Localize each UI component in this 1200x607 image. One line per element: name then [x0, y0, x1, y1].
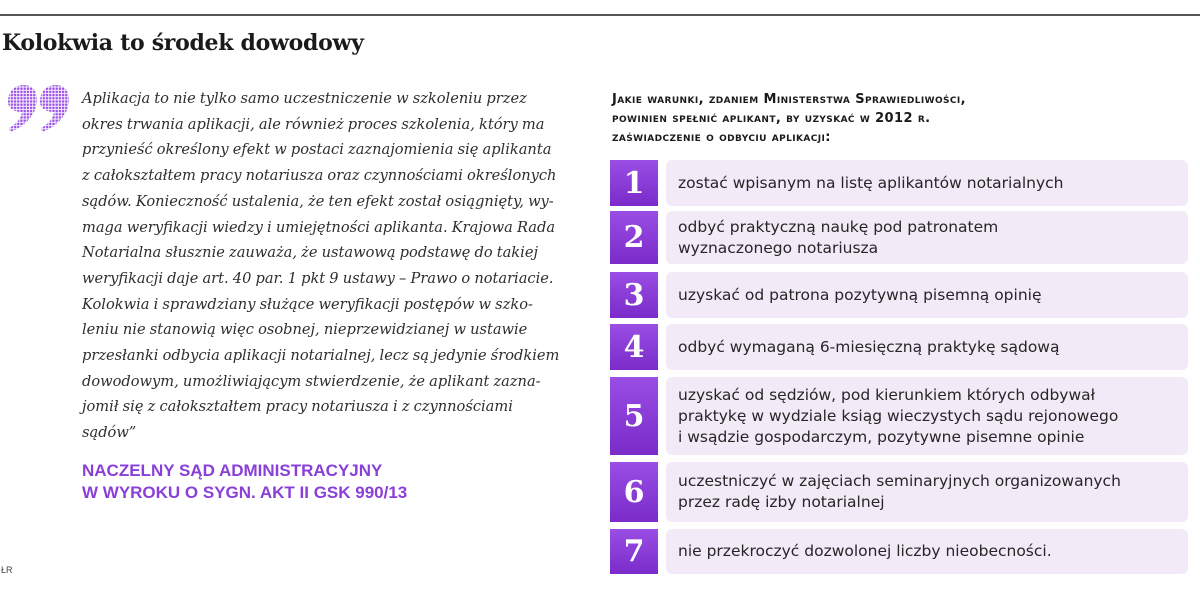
condition-box	[666, 377, 1188, 455]
question-line: powinien spełnić aplikant, by uzyskać w 2012 r.	[612, 111, 931, 126]
number-badge: 5	[610, 377, 658, 455]
quote-source	[82, 460, 407, 504]
condition-text-line: odbyć wymaganą 6-miesięczną praktykę sądową	[678, 337, 1060, 356]
question-line: Jakie warunki, zdaniem Ministerstwa Sprawiedliwości,	[612, 92, 966, 107]
condition-text	[678, 285, 1042, 306]
condition-text-line: uzyskać od sędziów, pod kierunkiem których odbywał	[678, 385, 1096, 404]
condition-text-line: praktykę w wydziale ksiąg wieczystych sądu rejonowego	[678, 406, 1119, 425]
top-rule	[0, 14, 1200, 16]
condition-text-line: odbyć praktyczną naukę pod patronatem	[678, 217, 999, 236]
quote-line: Kolokwia i sprawdziany służące weryfikacji postępów w szko-	[82, 295, 533, 313]
condition-text-line: zostać wpisanym na listę aplikantów notarialnych	[678, 173, 1064, 192]
condition-item-6	[610, 462, 1188, 522]
quote-line: przynieść określony efekt w postaci zaznajomienia się aplikanta	[82, 141, 552, 159]
condition-text-line: nie przekroczyć dozwolonej liczby nieobecności.	[678, 542, 1052, 560]
condition-item-2	[610, 211, 1188, 264]
condition-item-4	[610, 324, 1188, 370]
condition-item-5	[610, 377, 1188, 455]
condition-box	[666, 529, 1188, 574]
question-heading	[612, 90, 966, 147]
condition-text	[678, 337, 1059, 358]
headline: Kolokwia to środek dowodowy	[2, 30, 364, 56]
quote-line: jomił się z całokształtem pracy notariusza i z czynnościami	[82, 398, 513, 416]
condition-text	[678, 385, 1118, 448]
condition-text-line: przez radę izby notarialnej	[678, 493, 885, 511]
condition-text-line: i wsądzie gospodarczym, pozytywne pisemne opinie	[678, 427, 1085, 446]
condition-text-line: uzyskać od patrona pozytywną pisemną opinię	[678, 285, 1042, 304]
condition-item-3	[610, 272, 1188, 318]
condition-box	[666, 211, 1188, 264]
quote-line: sądów”	[82, 424, 137, 442]
quote-line: leniu nie stanowią więc osobnej, nieprzewidzianej w ustawie	[82, 321, 528, 339]
condition-box	[666, 324, 1188, 370]
condition-box	[666, 272, 1188, 318]
condition-box	[666, 160, 1188, 206]
author-credit: ŁR	[1, 565, 13, 575]
question-line: zaświadczenie o odbyciu aplikacji:	[612, 130, 831, 145]
quote-line: weryfikacji daje art. 40 par. 1 pkt 9 ustawy – Prawo o notariacie.	[82, 269, 554, 287]
number-badge: 4	[610, 324, 658, 370]
quote-line: przesłanki odbycia aplikacji notarialnej, lecz są jedynie środkiem	[82, 347, 560, 365]
number-badge: 3	[610, 272, 658, 318]
condition-text-line: uczestniczyć w zajęciach seminaryjnych organizowanych	[678, 472, 1121, 490]
quote-source-line: W WYROKU O SYGN. AKT II GSK 990/13	[82, 483, 408, 502]
condition-text-line: wyznaczonego notariusza	[678, 238, 879, 257]
condition-text	[678, 173, 1063, 194]
condition-text	[678, 471, 1121, 513]
quote-line: Notarialna słusznie zauważa, że ustawową podstawę do takiej	[82, 244, 538, 262]
condition-box	[666, 462, 1188, 522]
quote-line: sądów. Konieczność ustalenia, że ten efekt został osiągnięty, wy-	[82, 192, 554, 210]
quote-source-line: NACZELNY SĄD ADMINISTRACYJNY	[82, 461, 383, 480]
quote-line: dowodowym, umożliwiającym stwierdzenie, że aplikant zazna-	[82, 372, 541, 390]
condition-text	[678, 541, 1052, 562]
condition-text	[678, 217, 998, 259]
quote-text	[82, 86, 560, 446]
number-badge: 2	[610, 211, 658, 264]
condition-item-7	[610, 529, 1188, 574]
quote-line: maga weryfikacji wiedzy i umiejętności aplikanta. Krajowa Rada	[82, 218, 556, 236]
quote-mark-icon	[4, 84, 72, 134]
quote-line: Aplikacja to nie tylko samo uczestniczenie w szkoleniu przez	[82, 90, 527, 107]
quote-line: okres trwania aplikacji, ale również proces szkolenia, który ma	[82, 115, 545, 133]
number-badge: 7	[610, 529, 658, 574]
number-badge: 6	[610, 462, 658, 522]
condition-item-1	[610, 160, 1188, 206]
number-badge: 1	[610, 160, 658, 206]
quote-line: z całokształtem pracy notariusza oraz czynnościami określonych	[82, 167, 557, 185]
